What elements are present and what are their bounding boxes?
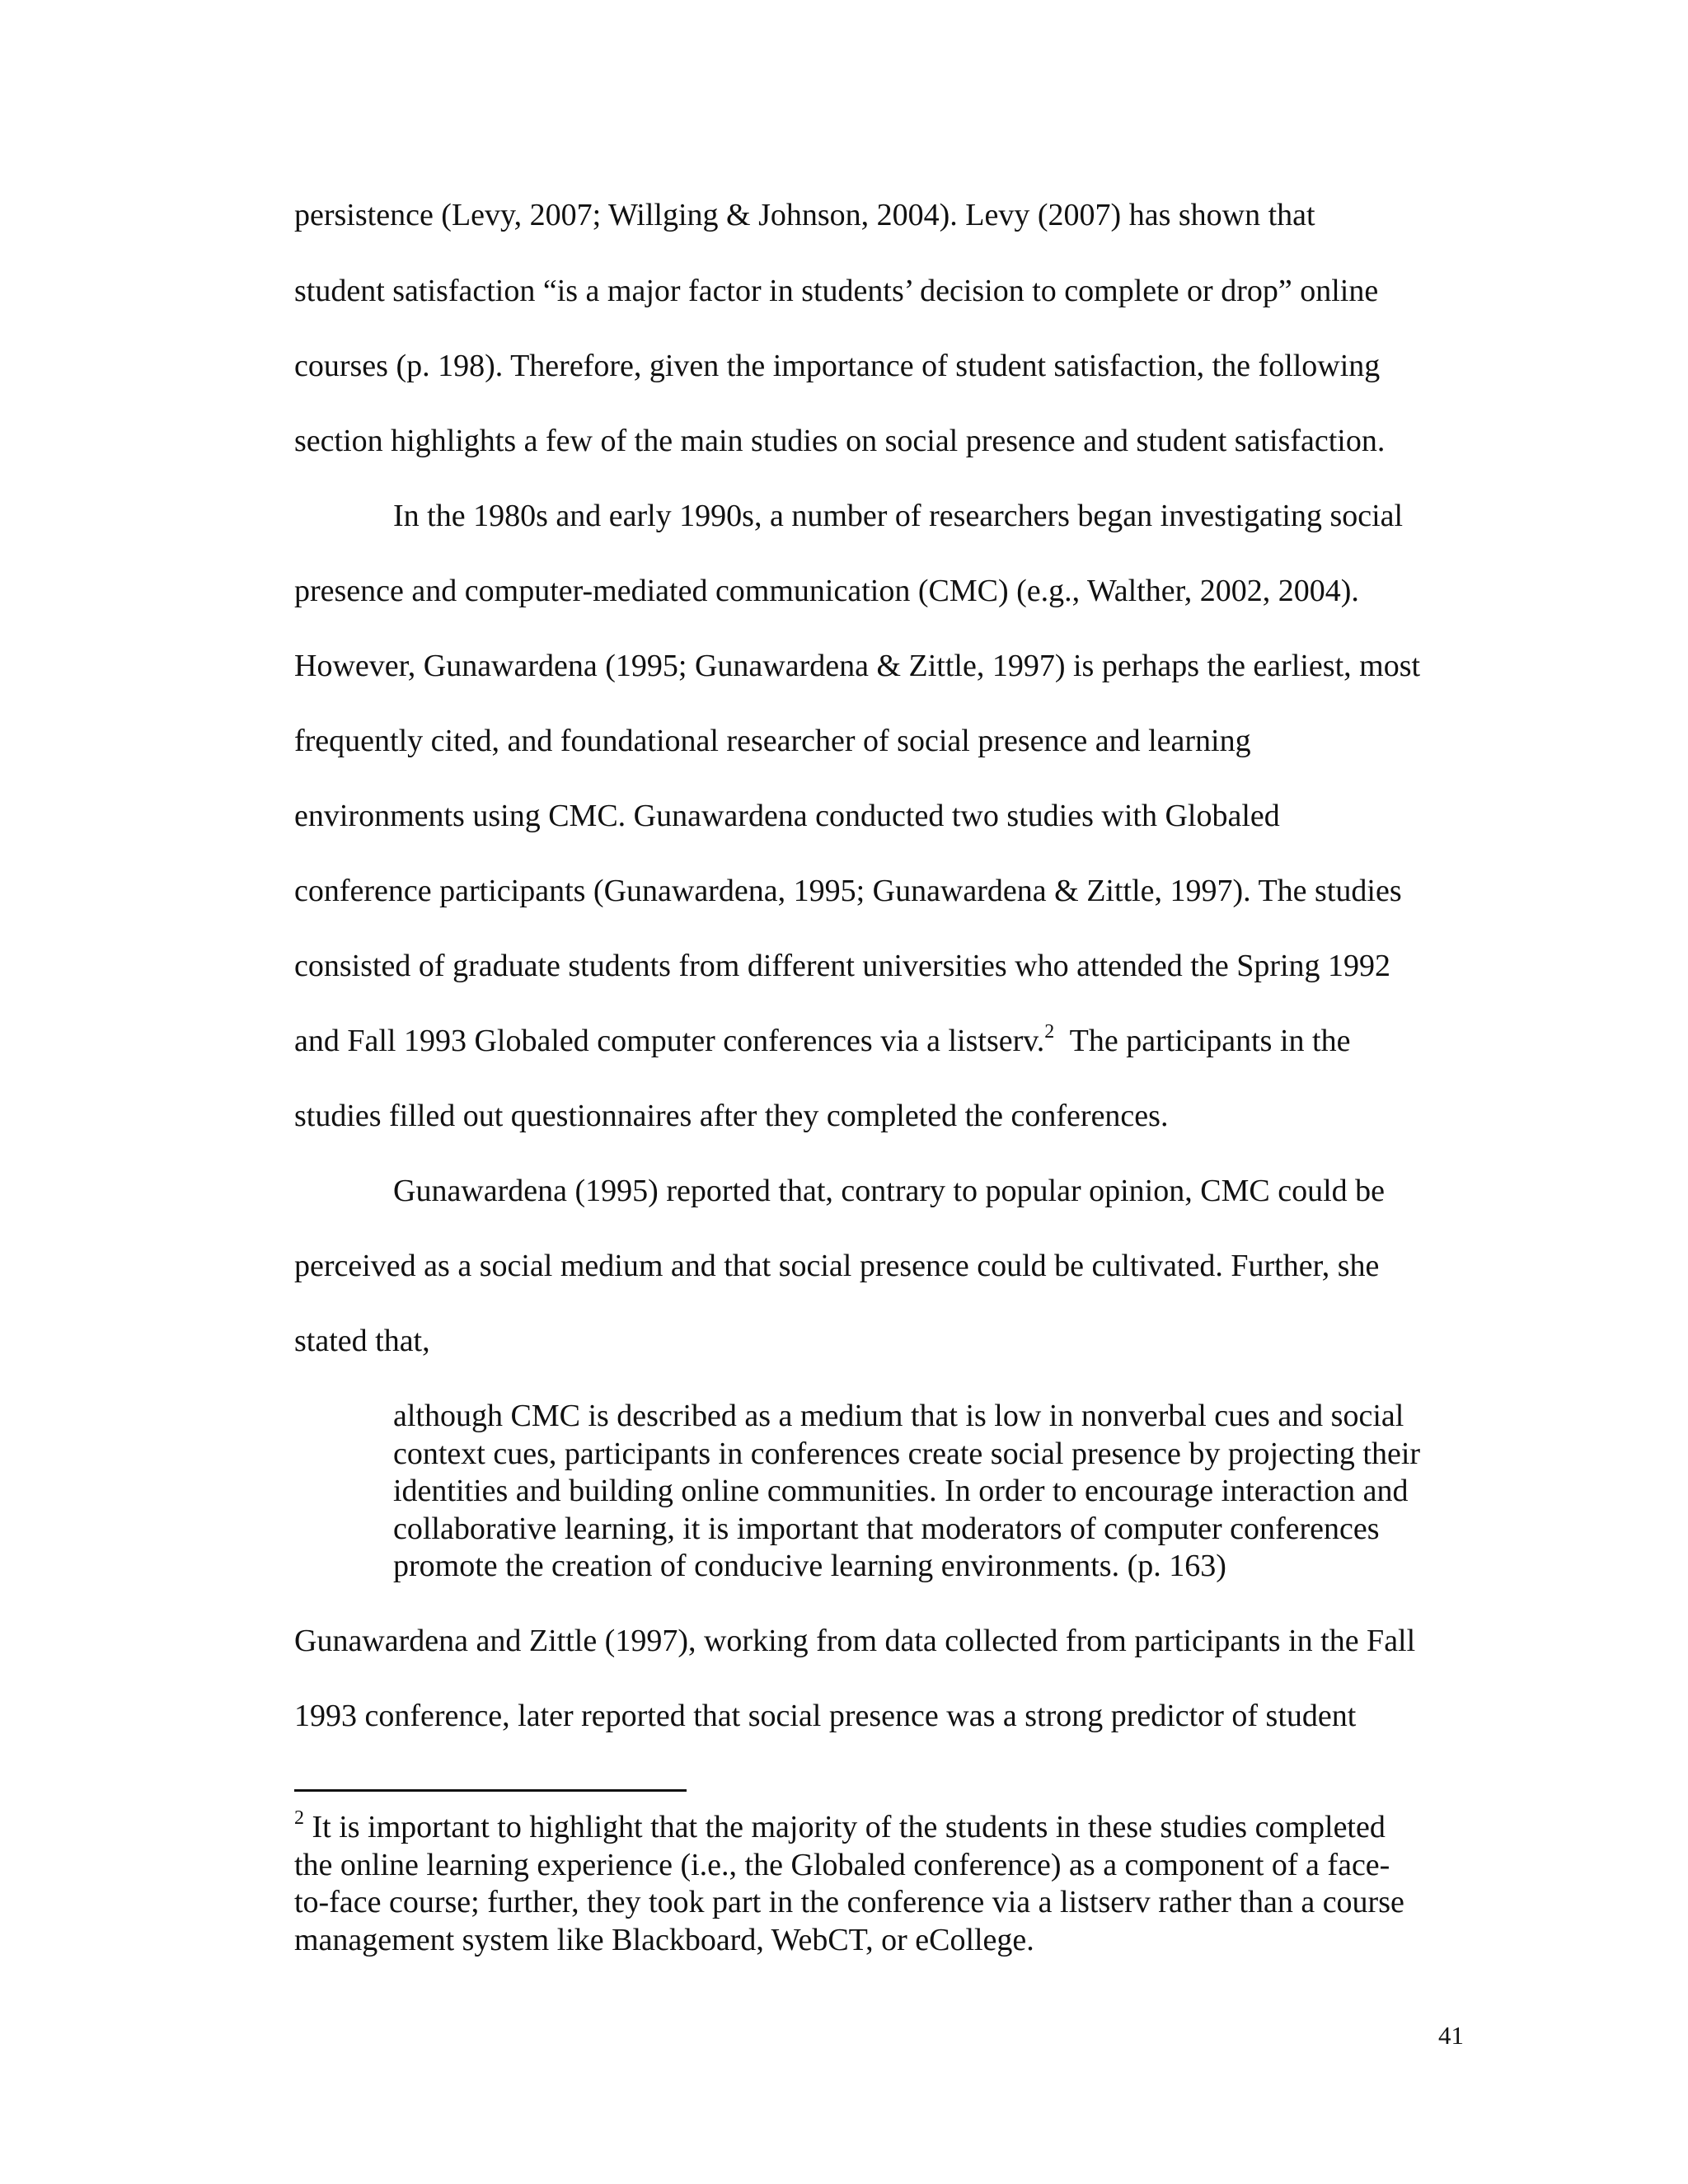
body-line: perceived as a social medium and that social presence could be cultivated. Further, she [294,1249,1380,1283]
footnote-line: the online learning experience (i.e., the Globaled conference) as a component of a face- [294,1848,1390,1882]
page-number: 41 [1438,2021,1464,2050]
body-text: and Fall 1993 Globaled computer conferences via a listserv. [294,1024,1045,1058]
footnote-line: to-face course; further, they took part in the conference via a listserv rather than a course [294,1885,1404,1919]
body-line: environments using CMC. Gunawardena conducted two studies with Globaled [294,799,1280,833]
block-quote-line: although CMC is described as a medium that is low in nonverbal cues and social [393,1399,1404,1433]
footnote-line: management system like Blackboard, WebCT, or eCollege. [294,1923,1034,1957]
body-line: conference participants (Gunawardena, 1995; Gunawardena & Zittle, 1997). The studies [294,874,1402,908]
body-line: frequently cited, and foundational researcher of social presence and learning [294,724,1251,758]
footnote-marker: 2 [294,1807,304,1830]
body-line: studies filled out questionnaires after they completed the conferences. [294,1099,1169,1133]
body-line: courses (p. 198). Therefore, given the importance of student satisfaction, the following [294,349,1381,383]
body-line: In the 1980s and early 1990s, a number of researchers began investigating social [393,499,1404,533]
block-quote-line: context cues, participants in conferences create social presence by projecting their [393,1436,1421,1471]
body-line: Gunawardena (1995) reported that, contrary to popular opinion, CMC could be [393,1174,1386,1208]
block-quote-line: identities and building online communities. In order to encourage interaction and [393,1474,1409,1508]
body-line: consisted of graduate students from different universities who attended the Spring 1992 [294,949,1391,983]
body-line: Gunawardena and Zittle (1997), working from data collected from participants in the Fall [294,1624,1416,1658]
body-line: persistence (Levy, 2007; Willging & Johnson, 2004). Levy (2007) has shown that [294,198,1315,232]
body-line-with-footnote-ref [294,1022,1350,1060]
footnote-separator [294,1789,687,1792]
body-text: The participants in the [1054,1024,1351,1058]
footnote-line [294,1808,1386,1846]
block-quote-line: promote the creation of conducive learning environments. (p. 163) [393,1549,1226,1583]
body-line: section highlights a few of the main studies on social presence and student satisfaction. [294,424,1386,458]
footnote-text: It is important to highlight that the majority of the students in these studies completed [304,1810,1386,1844]
body-line: stated that, [294,1324,430,1358]
footnote-reference: 2 [1044,1021,1055,1043]
block-quote-line: collaborative learning, it is important that moderators of computer conferences [393,1511,1380,1546]
body-line: However, Gunawardena (1995; Gunawardena & Zittle, 1997) is perhaps the earliest, most [294,649,1421,683]
body-line: student satisfaction “is a major factor in students’ decision to complete or drop” online [294,274,1379,308]
body-line: presence and computer-mediated communication (CMC) (e.g., Walther, 2002, 2004). [294,574,1359,608]
body-line: 1993 conference, later reported that social presence was a strong predictor of student [294,1699,1357,1733]
